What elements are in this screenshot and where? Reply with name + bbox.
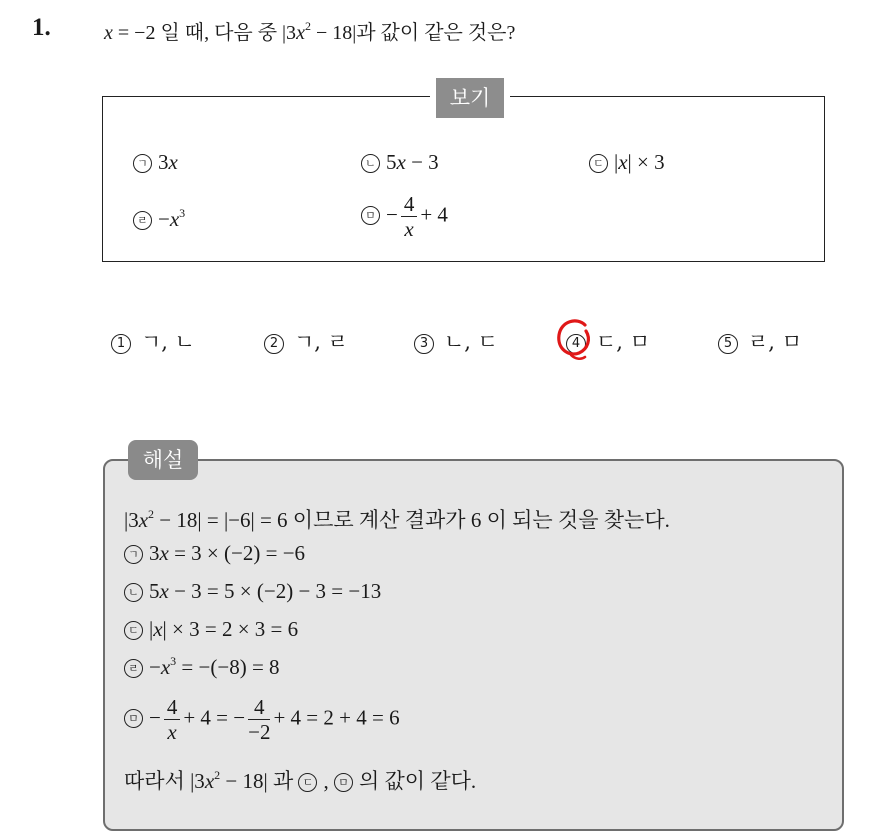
bogi-label: 보기 [430, 78, 510, 118]
choice-4[interactable]: 4 ㄷ, ㅁ [566, 326, 650, 356]
circle-digeut-icon: ㄷ [589, 154, 608, 173]
choice-2[interactable]: 2 ㄱ, ㄹ [264, 326, 348, 356]
solution-line-6: ㅁ − $\frac{4}{x}$ + 4 = − $\frac{4}{-2}$ + 4 = 2 + 4 = 6 [124, 695, 400, 744]
answer-check-mark-icon [555, 317, 595, 361]
solution-line-2: ㄱ 3x = 3 × (−2) = −6 [124, 541, 305, 566]
bogi-item-1: ㄱ 3x [133, 150, 178, 175]
choice-1[interactable]: 1 ㄱ, ㄴ [111, 326, 195, 356]
fraction: $\frac{4}{x}$ [401, 192, 418, 241]
solution-line-5: ㄹ $-x^3 = -(-8) = 8$ [124, 655, 280, 680]
circle-rieul-icon: ㄹ [133, 211, 152, 230]
solution-line-7: 따라서 $|3x^2 - 18|$ 과 ㄷ , ㅁ 의 값이 같다. [124, 768, 477, 793]
circle-giyeok-icon: ㄱ [133, 154, 152, 173]
solution-line-4: ㄷ |x| × 3 = 2 × 3 = 6 [124, 617, 298, 642]
solution-line-3: ㄴ 5x − 3 = 5 × (−2) − 3 = −13 [124, 579, 381, 604]
circle-mieum-icon: ㅁ [361, 206, 380, 225]
solution-label: 해설 [128, 440, 198, 480]
bogi-item-2: ㄴ 5x − 3 [361, 150, 439, 175]
solution-line-1: $|3x^2 - 18| = |-6| = 6$ 이므로 계산 결과가 6 이 되는 것을 찾는다. [124, 507, 670, 532]
bogi-item-3: ㄷ |x| × 3 [589, 150, 665, 175]
question-number: 1. [32, 14, 51, 41]
bogi-box [102, 96, 825, 262]
question-text: x = −2 일 때, 다음 중 $|3x^2 - 18|$과 값이 같은 것은? [104, 19, 516, 44]
circle-nieun-icon: ㄴ [361, 154, 380, 173]
choice-3[interactable]: 3 ㄴ, ㄷ [414, 326, 498, 356]
bogi-item-4: ㄹ $-x^3$ [133, 207, 185, 232]
choice-5[interactable]: 5 ㄹ, ㅁ [718, 326, 802, 356]
bogi-item-5: ㅁ − $\frac{4}{x}$ + 4 [361, 192, 448, 241]
